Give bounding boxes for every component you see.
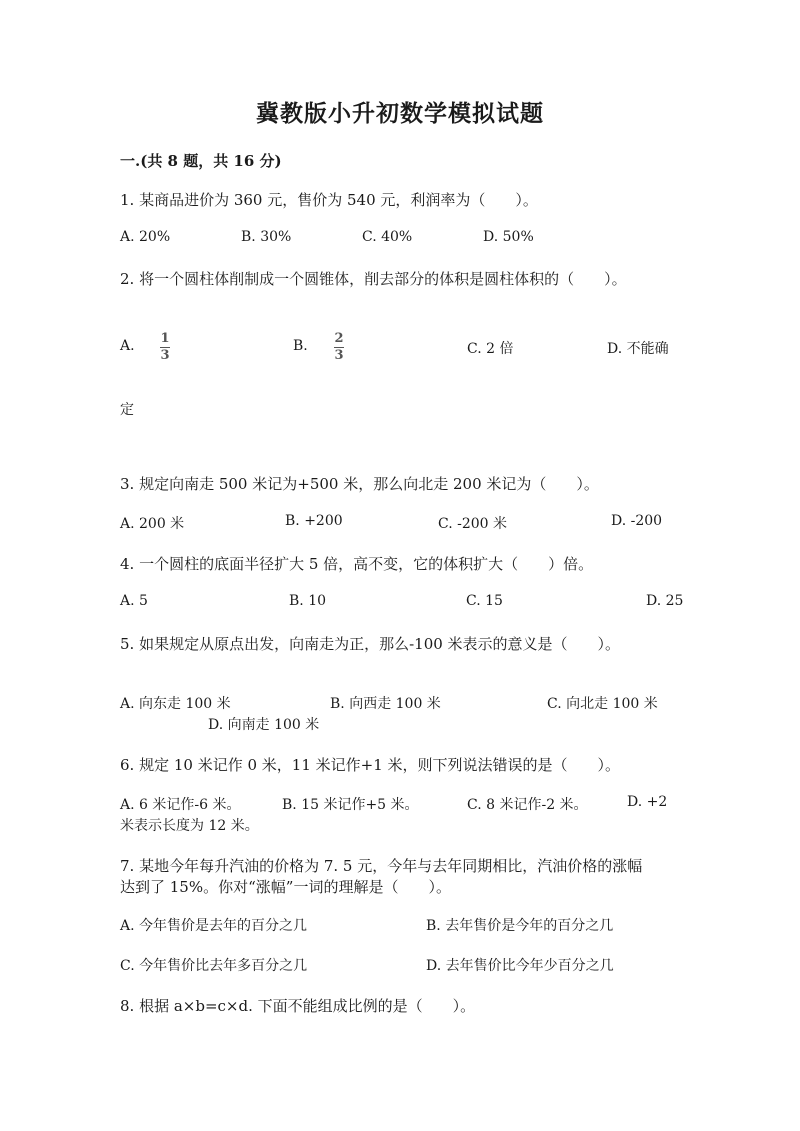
- question-6-option-b: B. 15 米记作+5 米。: [282, 797, 419, 813]
- question-1-option-c: C. 40%: [362, 229, 413, 245]
- question-2-stem: 2. 将一个圆柱体削制成一个圆锥体，削去部分的体积是圆柱体积的（ ）。: [120, 270, 627, 288]
- question-7-option-c: C. 今年售价比去年多百分之几: [120, 958, 308, 974]
- question-1-stem: 1. 某商品进价为 360 元，售价为 540 元，利润率为（ ）。: [120, 191, 538, 209]
- question-2-option-a: A.: [120, 338, 135, 354]
- question-6-option-d: D. +2: [627, 794, 668, 810]
- question-4-option-b: B. 10: [289, 593, 327, 609]
- question-7-option-a: A. 今年售价是去年的百分之几: [120, 918, 308, 934]
- question-5-option-c: C. 向北走 100 米: [547, 696, 658, 712]
- question-6-option-d-continued: 米表示长度为 12 米。: [120, 818, 259, 834]
- question-7-option-d: D. 去年售价比今年少百分之几: [426, 958, 614, 974]
- question-4-option-d: D. 25: [646, 593, 684, 609]
- question-8-stem: 8. 根据 a×b=c×d. 下面不能组成比例的是（ ）。: [120, 997, 476, 1015]
- question-3-option-c: C. -200 米: [438, 516, 508, 532]
- question-6-stem: 6. 规定 10 米记作 0 米，11 米记作+1 米，则下列说法错误的是（ ）。: [120, 756, 621, 774]
- question-5-option-d: D. 向南走 100 米: [208, 717, 320, 733]
- fraction-denominator: 3: [334, 348, 344, 363]
- question-5-option-a: A. 向东走 100 米: [120, 696, 231, 712]
- question-1-option-d: D. 50%: [483, 229, 534, 245]
- question-3-stem: 3. 规定向南走 500 米记为+500 米，那么向北走 200 米记为（ ）。: [120, 475, 599, 493]
- question-2-option-d: D. 不能确: [607, 341, 669, 357]
- question-4-option-a: A. 5: [120, 593, 148, 609]
- question-4-stem: 4. 一个圆柱的底面半径扩大 5 倍，高不变，它的体积扩大（ ）倍。: [120, 555, 594, 573]
- question-5-stem: 5. 如果规定从原点出发，向南走为正，那么-100 米表示的意义是（ ）。: [120, 635, 621, 653]
- question-3-option-a: A. 200 米: [120, 516, 185, 532]
- question-3-option-b: B. +200: [285, 513, 343, 529]
- fraction-denominator: 3: [160, 348, 170, 363]
- question-2-fraction-a: [160, 332, 170, 363]
- fraction-numerator: 2: [334, 331, 344, 346]
- fraction-numerator: 1: [160, 331, 170, 346]
- question-3-option-d: D. -200: [611, 513, 663, 529]
- question-7-stem-line-2: 达到了 15%。你对“涨幅”一词的理解是（ ）。: [120, 878, 451, 896]
- question-1-option-a: A. 20%: [120, 229, 171, 245]
- question-6-option-a: A. 6 米记作-6 米。: [120, 797, 241, 813]
- question-1-option-b: B. 30%: [241, 229, 292, 245]
- question-2-option-c: C. 2 倍: [467, 341, 514, 357]
- question-5-option-b: B. 向西走 100 米: [330, 696, 441, 712]
- question-2-option-b: B.: [293, 338, 308, 354]
- question-2-fraction-b: [334, 332, 344, 363]
- question-6-option-c: C. 8 米记作-2 米。: [467, 797, 588, 813]
- question-7-option-b: B. 去年售价是今年的百分之几: [426, 918, 614, 934]
- page-title: 冀教版小升初数学模拟试题: [256, 100, 544, 127]
- section-heading: 一.(共 8 题，共 16 分): [120, 152, 282, 170]
- question-2-option-d-continued: 定: [120, 402, 134, 418]
- question-7-stem-line-1: 7. 某地今年每升汽油的价格为 7. 5 元，今年与去年同期相比，汽油价格的涨幅: [120, 857, 643, 875]
- question-4-option-c: C. 15: [466, 593, 503, 609]
